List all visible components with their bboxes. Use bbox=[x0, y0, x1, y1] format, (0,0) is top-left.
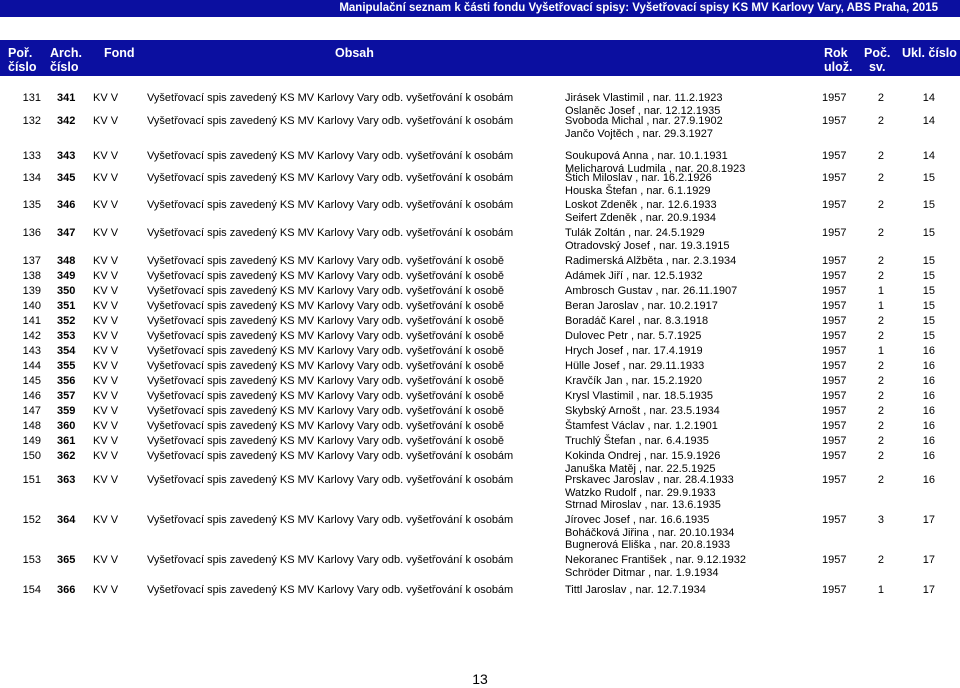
cell-ukl: 15 bbox=[922, 285, 935, 297]
cell-rok: 1957 bbox=[822, 375, 847, 387]
cell-rok: 1957 bbox=[822, 199, 847, 211]
person-name: Dulovec Petr , nar. 5.7.1925 bbox=[565, 330, 702, 342]
cell-obsah: Vyšetřovací spis zavedený KS MV Karlovy Vary odb. vyšetřování k osobě bbox=[147, 435, 505, 447]
person-name: Boradáč Karel , nar. 8.3.1918 bbox=[565, 315, 709, 327]
person-name: Seifert Zdeněk , nar. 20.9.1934 bbox=[565, 211, 717, 224]
person-name: Otradovský Josef , nar. 19.3.1915 bbox=[565, 239, 730, 252]
cell-arch: 355 bbox=[57, 360, 76, 372]
column-header-fond bbox=[104, 46, 135, 60]
cell-poc: 1 bbox=[877, 584, 884, 596]
person-name: Bugnerová Eliška , nar. 20.8.1933 bbox=[565, 539, 731, 551]
cell-ukl: 14 bbox=[922, 150, 935, 162]
cell-fond: KV V bbox=[93, 199, 119, 211]
column-header-poc bbox=[864, 46, 890, 74]
cell-ukl: 15 bbox=[922, 172, 935, 184]
cell-arch: 364 bbox=[57, 514, 76, 526]
cell-names bbox=[565, 360, 704, 373]
cell-names bbox=[565, 405, 720, 418]
cell-obsah: Vyšetřovací spis zavedený KS MV Karlovy Vary odb. vyšetřování k osobám bbox=[147, 92, 514, 104]
cell-fond: KV V bbox=[93, 300, 119, 312]
person-name: Krysl Vlastimil , nar. 18.5.1935 bbox=[565, 390, 713, 402]
column-header-poc-line2: sv. bbox=[868, 60, 886, 74]
cell-arch: 359 bbox=[57, 405, 76, 417]
cell-rok: 1957 bbox=[822, 405, 847, 417]
cell-poc: 2 bbox=[877, 450, 884, 462]
cell-names bbox=[565, 255, 736, 268]
cell-arch: 343 bbox=[57, 150, 76, 162]
cell-obsah: Vyšetřovací spis zavedený KS MV Karlovy Vary odb. vyšetřování k osobě bbox=[147, 315, 505, 327]
cell-names bbox=[565, 115, 723, 140]
cell-poc: 2 bbox=[877, 405, 884, 417]
person-name: Kokinda Ondrej , nar. 15.9.1926 bbox=[565, 450, 721, 462]
person-name: Soukupová Anna , nar. 10.1.1931 bbox=[565, 150, 728, 162]
cell-por: 147 bbox=[22, 405, 41, 417]
column-header-por-line1: Poř. bbox=[8, 46, 33, 60]
cell-fond: KV V bbox=[93, 172, 119, 184]
cell-names bbox=[565, 584, 706, 597]
person-name: Beran Jaroslav , nar. 10.2.1917 bbox=[565, 300, 718, 312]
person-name: Svoboda Michal , nar. 27.9.1902 bbox=[565, 115, 723, 127]
column-header-arch-line2: číslo bbox=[50, 60, 79, 74]
column-header-obsah-label: Obsah bbox=[335, 46, 374, 60]
cell-names bbox=[565, 270, 703, 283]
cell-ukl: 15 bbox=[922, 300, 935, 312]
cell-obsah: Vyšetřovací spis zavedený KS MV Karlovy Vary odb. vyšetřování k osobám bbox=[147, 554, 514, 566]
cell-ukl: 17 bbox=[922, 554, 935, 566]
cell-poc: 2 bbox=[877, 115, 884, 127]
cell-names bbox=[565, 435, 709, 448]
cell-fond: KV V bbox=[93, 420, 119, 432]
cell-arch: 349 bbox=[57, 270, 76, 282]
person-name: Oslaněc Josef , nar. 12.12.1935 bbox=[565, 104, 721, 117]
cell-por: 149 bbox=[22, 435, 41, 447]
cell-arch: 346 bbox=[57, 199, 76, 211]
cell-obsah: Vyšetřovací spis zavedený KS MV Karlovy Vary odb. vyšetřování k osobě bbox=[147, 420, 505, 432]
cell-por: 133 bbox=[22, 150, 41, 162]
cell-obsah: Vyšetřovací spis zavedený KS MV Karlovy Vary odb. vyšetřování k osobám bbox=[147, 514, 514, 526]
cell-obsah: Vyšetřovací spis zavedený KS MV Karlovy Vary odb. vyšetřování k osobě bbox=[147, 390, 505, 402]
cell-por: 148 bbox=[22, 420, 41, 432]
cell-rok: 1957 bbox=[822, 227, 847, 239]
table-header bbox=[0, 40, 960, 76]
cell-rok: 1957 bbox=[822, 255, 847, 267]
cell-arch: 361 bbox=[57, 435, 76, 447]
cell-rok: 1957 bbox=[822, 514, 847, 526]
person-name: Prskavec Jaroslav , nar. 28.4.1933 bbox=[565, 474, 734, 486]
cell-poc: 2 bbox=[877, 172, 884, 184]
cell-poc: 2 bbox=[877, 420, 884, 432]
cell-rok: 1957 bbox=[822, 172, 847, 184]
cell-ukl: 16 bbox=[922, 435, 935, 447]
column-header-ukl-label: Ukl. číslo bbox=[902, 46, 957, 60]
cell-poc: 3 bbox=[877, 514, 884, 526]
cell-rok: 1957 bbox=[822, 420, 847, 432]
cell-obsah: Vyšetřovací spis zavedený KS MV Karlovy Vary odb. vyšetřování k osobám bbox=[147, 450, 514, 462]
cell-names bbox=[565, 172, 712, 197]
cell-rok: 1957 bbox=[822, 435, 847, 447]
cell-ukl: 16 bbox=[922, 390, 935, 402]
cell-poc: 2 bbox=[877, 270, 884, 282]
cell-rok: 1957 bbox=[822, 330, 847, 342]
cell-names bbox=[565, 474, 734, 512]
cell-obsah: Vyšetřovací spis zavedený KS MV Karlovy Vary odb. vyšetřování k osobám bbox=[147, 227, 514, 239]
person-name: Tittl Jaroslav , nar. 12.7.1934 bbox=[565, 584, 706, 596]
cell-rok: 1957 bbox=[822, 390, 847, 402]
person-name: Strnad Miroslav , nar. 13.6.1935 bbox=[565, 499, 721, 511]
cell-ukl: 15 bbox=[922, 227, 935, 239]
cell-fond: KV V bbox=[93, 584, 119, 596]
cell-obsah: Vyšetřovací spis zavedený KS MV Karlovy Vary odb. vyšetřování k osobám bbox=[147, 115, 514, 127]
column-header-por bbox=[8, 46, 37, 74]
person-name: Watzko Rudolf , nar. 29.9.1933 bbox=[565, 486, 716, 499]
cell-poc: 2 bbox=[877, 315, 884, 327]
cell-arch: 348 bbox=[57, 255, 76, 267]
cell-rok: 1957 bbox=[822, 150, 847, 162]
cell-ukl: 15 bbox=[922, 199, 935, 211]
cell-ukl: 17 bbox=[922, 514, 935, 526]
cell-rok: 1957 bbox=[822, 345, 847, 357]
cell-por: 153 bbox=[22, 554, 41, 566]
cell-poc: 2 bbox=[877, 390, 884, 402]
cell-ukl: 16 bbox=[922, 375, 935, 387]
person-name: Ambrosch Gustav , nar. 26.11.1907 bbox=[565, 285, 738, 297]
cell-obsah: Vyšetřovací spis zavedený KS MV Karlovy Vary odb. vyšetřování k osobám bbox=[147, 172, 514, 184]
cell-ukl: 16 bbox=[922, 405, 935, 417]
cell-fond: KV V bbox=[93, 315, 119, 327]
cell-por: 145 bbox=[22, 375, 41, 387]
cell-ukl: 15 bbox=[922, 315, 935, 327]
cell-arch: 353 bbox=[57, 330, 76, 342]
cell-por: 138 bbox=[22, 270, 41, 282]
cell-arch: 360 bbox=[57, 420, 76, 432]
cell-ukl: 15 bbox=[922, 255, 935, 267]
cell-fond: KV V bbox=[93, 435, 119, 447]
column-header-poc-line1: Poč. bbox=[864, 46, 891, 60]
cell-names bbox=[565, 300, 718, 313]
person-name: Skybský Arnošt , nar. 23.5.1934 bbox=[565, 405, 720, 417]
cell-ukl: 16 bbox=[922, 360, 935, 372]
person-name: Truchlý Štefan , nar. 6.4.1935 bbox=[565, 435, 709, 447]
cell-poc: 2 bbox=[877, 375, 884, 387]
cell-fond: KV V bbox=[93, 255, 119, 267]
cell-names bbox=[565, 315, 708, 328]
cell-names bbox=[565, 420, 718, 433]
cell-poc: 2 bbox=[877, 92, 884, 104]
cell-poc: 2 bbox=[877, 360, 884, 372]
cell-ukl: 15 bbox=[922, 270, 935, 282]
cell-rok: 1957 bbox=[822, 270, 847, 282]
person-name: Štamfest Václav , nar. 1.2.1901 bbox=[565, 420, 718, 432]
cell-arch: 342 bbox=[57, 115, 76, 127]
cell-names bbox=[565, 285, 737, 298]
person-name: Jírovec Josef , nar. 16.6.1935 bbox=[565, 514, 710, 526]
cell-poc: 2 bbox=[877, 435, 884, 447]
cell-obsah: Vyšetřovací spis zavedený KS MV Karlovy Vary odb. vyšetřování k osobě bbox=[147, 360, 505, 372]
cell-obsah: Vyšetřovací spis zavedený KS MV Karlovy Vary odb. vyšetřování k osobě bbox=[147, 300, 505, 312]
cell-fond: KV V bbox=[93, 150, 119, 162]
person-name: Jančo Vojtěch , nar. 29.3.1927 bbox=[565, 127, 714, 140]
cell-rok: 1957 bbox=[822, 554, 847, 566]
cell-arch: 366 bbox=[57, 584, 76, 596]
cell-fond: KV V bbox=[93, 270, 119, 282]
cell-fond: KV V bbox=[93, 115, 119, 127]
cell-obsah: Vyšetřovací spis zavedený KS MV Karlovy Vary odb. vyšetřování k osobě bbox=[147, 345, 505, 357]
cell-poc: 1 bbox=[877, 300, 884, 312]
cell-ukl: 14 bbox=[922, 92, 935, 104]
document-title: Manipulační seznam k části fondu Vyšetřovací spisy: Vyšetřovací spisy KS MV Karlovy Vary, ABS Praha, 2015 bbox=[0, 0, 960, 17]
cell-names bbox=[565, 450, 720, 475]
cell-names bbox=[565, 199, 717, 224]
cell-fond: KV V bbox=[93, 554, 119, 566]
cell-arch: 365 bbox=[57, 554, 76, 566]
cell-names bbox=[565, 554, 746, 579]
cell-names bbox=[565, 514, 734, 552]
cell-arch: 363 bbox=[57, 474, 76, 486]
cell-fond: KV V bbox=[93, 227, 119, 239]
cell-obsah: Vyšetřovací spis zavedený KS MV Karlovy Vary odb. vyšetřování k osobě bbox=[147, 405, 505, 417]
cell-names bbox=[565, 330, 701, 343]
cell-names bbox=[565, 375, 702, 388]
cell-arch: 356 bbox=[57, 375, 76, 387]
cell-rok: 1957 bbox=[822, 300, 847, 312]
cell-por: 134 bbox=[22, 172, 41, 184]
person-name: Tulák Zoltán , nar. 24.5.1929 bbox=[565, 227, 705, 239]
cell-por: 136 bbox=[22, 227, 41, 239]
cell-obsah: Vyšetřovací spis zavedený KS MV Karlovy Vary odb. vyšetřování k osobě bbox=[147, 330, 505, 342]
cell-names bbox=[565, 390, 713, 403]
person-name: Januška Matěj , nar. 22.5.1925 bbox=[565, 462, 716, 475]
page-number: 13 bbox=[472, 671, 488, 687]
cell-fond: KV V bbox=[93, 405, 119, 417]
cell-por: 131 bbox=[22, 92, 41, 104]
cell-arch: 362 bbox=[57, 450, 76, 462]
cell-por: 151 bbox=[22, 474, 41, 486]
cell-fond: KV V bbox=[93, 345, 119, 357]
cell-poc: 2 bbox=[877, 554, 884, 566]
cell-por: 140 bbox=[22, 300, 41, 312]
cell-poc: 1 bbox=[877, 345, 884, 357]
person-name: Radimerská Alžběta , nar. 2.3.1934 bbox=[565, 255, 737, 267]
cell-por: 150 bbox=[22, 450, 41, 462]
cell-poc: 1 bbox=[877, 285, 884, 297]
cell-fond: KV V bbox=[93, 390, 119, 402]
cell-rok: 1957 bbox=[822, 315, 847, 327]
person-name: Hülle Josef , nar. 29.11.1933 bbox=[565, 360, 705, 372]
person-name: Štich Miloslav , nar. 16.2.1926 bbox=[565, 172, 712, 184]
cell-ukl: 17 bbox=[922, 584, 935, 596]
cell-poc: 2 bbox=[877, 330, 884, 342]
cell-obsah: Vyšetřovací spis zavedený KS MV Karlovy Vary odb. vyšetřování k osobě bbox=[147, 375, 505, 387]
person-name: Schröder Ditmar , nar. 1.9.1934 bbox=[565, 566, 719, 579]
cell-poc: 2 bbox=[877, 474, 884, 486]
cell-ukl: 16 bbox=[922, 474, 935, 486]
cell-fond: KV V bbox=[93, 285, 119, 297]
cell-fond: KV V bbox=[93, 92, 119, 104]
cell-fond: KV V bbox=[93, 330, 119, 342]
cell-por: 139 bbox=[22, 285, 41, 297]
cell-por: 135 bbox=[22, 199, 41, 211]
cell-obsah: Vyšetřovací spis zavedený KS MV Karlovy Vary odb. vyšetřování k osobě bbox=[147, 285, 505, 297]
cell-por: 143 bbox=[22, 345, 41, 357]
cell-obsah: Vyšetřovací spis zavedený KS MV Karlovy Vary odb. vyšetřování k osobě bbox=[147, 270, 505, 282]
cell-ukl: 15 bbox=[922, 330, 935, 342]
cell-ukl: 16 bbox=[922, 345, 935, 357]
cell-rok: 1957 bbox=[822, 360, 847, 372]
cell-por: 132 bbox=[22, 115, 41, 127]
cell-arch: 357 bbox=[57, 390, 76, 402]
cell-arch: 341 bbox=[57, 92, 76, 104]
cell-ukl: 14 bbox=[922, 115, 935, 127]
column-header-obsah bbox=[335, 46, 374, 60]
person-name: Kravčík Jan , nar. 15.2.1920 bbox=[565, 375, 702, 387]
cell-obsah: Vyšetřovací spis zavedený KS MV Karlovy Vary odb. vyšetřování k osobám bbox=[147, 474, 514, 486]
cell-obsah: Vyšetřovací spis zavedený KS MV Karlovy Vary odb. vyšetřování k osobě bbox=[147, 255, 505, 267]
cell-por: 142 bbox=[22, 330, 41, 342]
person-name: Hrych Josef , nar. 17.4.1919 bbox=[565, 345, 703, 357]
cell-arch: 350 bbox=[57, 285, 76, 297]
cell-obsah: Vyšetřovací spis zavedený KS MV Karlovy Vary odb. vyšetřování k osobám bbox=[147, 199, 514, 211]
person-name: Adámek Jiří , nar. 12.5.1932 bbox=[565, 270, 703, 282]
column-header-rok-line2: ulož. bbox=[824, 60, 853, 74]
person-name: Jirásek Vlastimil , nar. 11.2.1923 bbox=[565, 92, 723, 104]
person-name: Houska Štefan , nar. 6.1.1929 bbox=[565, 184, 711, 197]
cell-obsah: Vyšetřovací spis zavedený KS MV Karlovy Vary odb. vyšetřování k osobám bbox=[147, 584, 514, 596]
cell-ukl: 16 bbox=[922, 450, 935, 462]
column-header-ukl bbox=[902, 46, 957, 60]
cell-names bbox=[565, 227, 729, 252]
cell-poc: 2 bbox=[877, 255, 884, 267]
cell-por: 152 bbox=[22, 514, 41, 526]
cell-por: 144 bbox=[22, 360, 41, 372]
cell-fond: KV V bbox=[93, 375, 119, 387]
cell-por: 137 bbox=[22, 255, 41, 267]
cell-rok: 1957 bbox=[822, 450, 847, 462]
cell-poc: 2 bbox=[877, 150, 884, 162]
cell-arch: 345 bbox=[57, 172, 76, 184]
cell-names bbox=[565, 345, 703, 358]
cell-ukl: 16 bbox=[922, 420, 935, 432]
column-header-arch-line1: Arch. bbox=[50, 46, 82, 60]
cell-arch: 354 bbox=[57, 345, 76, 357]
cell-por: 146 bbox=[22, 390, 41, 402]
cell-fond: KV V bbox=[93, 514, 119, 526]
cell-fond: KV V bbox=[93, 360, 119, 372]
person-name: Melicharová Ludmila , nar. 20.8.1923 bbox=[565, 162, 746, 175]
cell-obsah: Vyšetřovací spis zavedený KS MV Karlovy Vary odb. vyšetřování k osobám bbox=[147, 150, 514, 162]
column-header-por-line2: číslo bbox=[8, 60, 37, 74]
cell-rok: 1957 bbox=[822, 115, 847, 127]
cell-fond: KV V bbox=[93, 450, 119, 462]
cell-por: 141 bbox=[22, 315, 41, 327]
cell-rok: 1957 bbox=[822, 584, 847, 596]
cell-poc: 2 bbox=[877, 227, 884, 239]
cell-arch: 352 bbox=[57, 315, 76, 327]
cell-rok: 1957 bbox=[822, 285, 847, 297]
cell-names bbox=[565, 92, 723, 117]
person-name: Loskot Zdeněk , nar. 12.6.1933 bbox=[565, 199, 717, 211]
cell-arch: 347 bbox=[57, 227, 76, 239]
column-header-rok bbox=[824, 46, 852, 74]
cell-rok: 1957 bbox=[822, 92, 847, 104]
cell-por: 154 bbox=[22, 584, 41, 596]
column-header-arch bbox=[50, 46, 82, 74]
person-name: Boháčková Jiřina , nar. 20.10.1934 bbox=[565, 526, 735, 539]
column-header-rok-line1: Rok bbox=[824, 46, 848, 60]
person-name: Nekoranec František , nar. 9.12.1932 bbox=[565, 554, 746, 566]
column-header-fond-label: Fond bbox=[104, 46, 135, 60]
cell-rok: 1957 bbox=[822, 474, 847, 486]
cell-arch: 351 bbox=[57, 300, 76, 312]
cell-fond: KV V bbox=[93, 474, 119, 486]
cell-poc: 2 bbox=[877, 199, 884, 211]
